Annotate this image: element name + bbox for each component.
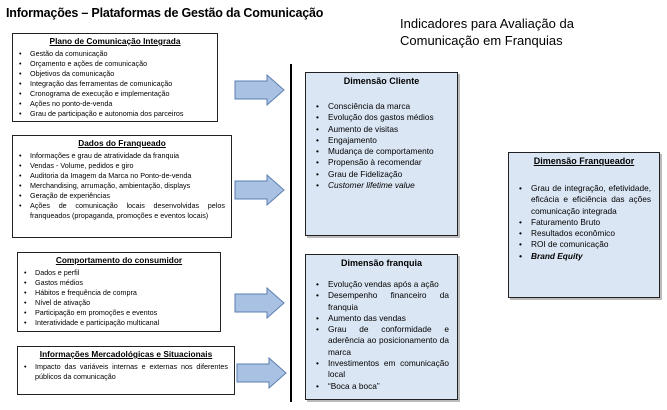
list-item: • Aumento de visitas (314, 124, 449, 135)
list-item: • Cronograma de execução e implementação (19, 89, 211, 99)
list-item: • Impacto das variáveis internas e externas nos diferentes públicos da comunicação (24, 362, 228, 382)
dim-franqueador-title: Dimensão Franqueador (533, 156, 635, 166)
list-item: • Participação em promoções e eventos (24, 308, 214, 318)
list-item: • Evolução dos gastos médios (314, 112, 449, 123)
list-item: • Investimentos em comunicação local (314, 358, 449, 381)
list-item: • Desempenho financeiro da franquia (314, 290, 449, 313)
list-item: • Customer lifetime value (314, 180, 449, 191)
list-item: • Brand Equity (517, 251, 651, 262)
list-item: • Grau de Fidelização (314, 169, 449, 180)
list-item: • Auditoria da Imagem da Marca no Ponto-de-venda (19, 171, 225, 181)
list-item: • Propensão à recomendar (314, 157, 449, 168)
list-item: • Integração das ferramentas de comunicação (19, 79, 211, 89)
list-item: • Grau de participação e autonomia dos parceiros (19, 109, 211, 119)
title-right-line2: Comunicação em Franquias (400, 33, 563, 48)
title-right-line1: Indicadores para Avaliação da (400, 16, 574, 31)
plano-list (19, 49, 211, 119)
list-item: • Resultados econômico (517, 228, 651, 239)
right-arrow-icon (234, 74, 286, 106)
list-item: • Informações e grau de atratividade da franquia (19, 151, 225, 161)
list-item: • Grau de conformidade e aderência ao posicionamento da marca (314, 324, 449, 358)
comportamento-consumidor-box (17, 252, 221, 332)
list-item: • Consciência da marca (314, 101, 449, 112)
divider-line (290, 64, 292, 402)
list-item: • Vendas - Volume, pedidos e giro (19, 161, 225, 171)
list-item: • Engajamento (314, 135, 449, 146)
list-item: • ROI de comunicação (517, 239, 651, 250)
right-arrow-icon (236, 357, 288, 389)
list-item: • Grau de integração, efetividade, eficácia e eficiência das ações comunicação integrada (517, 183, 651, 217)
list-item: • Aumento das vendas (314, 313, 449, 324)
dim-franquia-title: Dimensão franquia (340, 258, 423, 268)
franqueado-list (19, 151, 225, 221)
page-title-right (400, 15, 600, 49)
dim-franqueador-list (517, 183, 651, 262)
dim-franquia-list (314, 279, 449, 392)
plano-title: Plano de Comunicação Integrada (49, 36, 181, 46)
list-item: • Interatividade e participação multicanal (24, 318, 214, 328)
plano-comunicacao-box (12, 33, 218, 122)
dim-cliente-list (314, 101, 449, 191)
list-item: • Hábitos e frequência de compra (24, 288, 214, 298)
dimensao-cliente-box (305, 72, 458, 236)
list-item: • “Boca a boca” (314, 381, 449, 392)
consumidor-title: Comportamento do consumidor (55, 255, 183, 265)
list-item: • Mudança de comportamento (314, 146, 449, 157)
list-item: • Objetivos da comunicação (19, 69, 211, 79)
list-item: • Geração de experiências (19, 191, 225, 201)
consumidor-list (24, 268, 214, 328)
list-item: • Nível de ativação (24, 298, 214, 308)
list-item: • Faturamento Bruto (517, 217, 651, 228)
list-item: • Gastos médios (24, 278, 214, 288)
mercadologicas-list (24, 362, 228, 382)
list-item: • Ações no ponto-de-venda (19, 99, 211, 109)
mercadologicas-title: Informações Mercadológicas e Situacionais (39, 349, 213, 359)
list-item: • Evolução vendas após a ação (314, 279, 449, 290)
page-title-left: Informações – Plataformas de Gestão da Comunicação (6, 6, 324, 20)
dados-franqueado-box (12, 135, 232, 238)
list-item: • Merchandising, arrumação, ambientação, displays (19, 181, 225, 191)
list-item: • Dados e perfil (24, 268, 214, 278)
list-item: • Ações de comunicação locais desenvolvidas pelos franqueados (propaganda, promoções e eventos locais) (19, 201, 225, 221)
list-item: • Orçamento e ações de comunicação (19, 59, 211, 69)
dim-cliente-title: Dimensão Cliente (343, 76, 420, 86)
franqueado-title: Dados do Franqueado (78, 138, 166, 148)
right-arrow-icon (234, 287, 286, 319)
dimensao-franqueador-box (508, 152, 660, 298)
informacoes-mercadologicas-box (17, 346, 235, 395)
list-item: • Gestão da comunicação (19, 49, 211, 59)
right-arrow-icon (234, 174, 286, 206)
dimensao-franquia-box (305, 254, 458, 400)
